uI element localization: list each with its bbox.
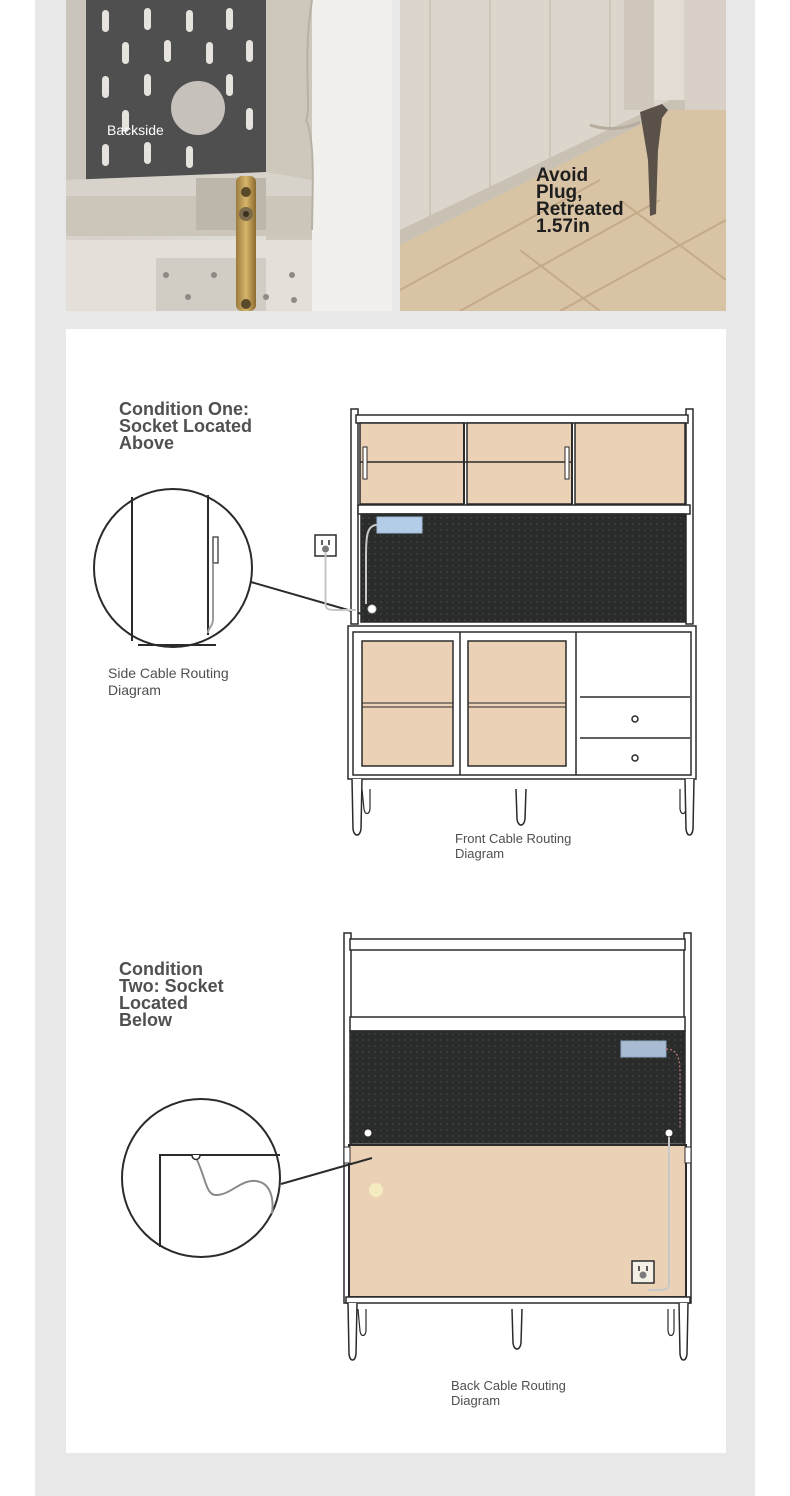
condition-two-title-line-3: Located bbox=[119, 993, 189, 1013]
back-routing-caption-line-1: Back Cable Routing bbox=[451, 1378, 566, 1393]
condition-one-title bbox=[119, 401, 269, 452]
side-routing-caption-line-2: Diagram bbox=[108, 682, 161, 698]
back-cabinet-drawing bbox=[344, 933, 691, 1360]
avoid-plug-line-2: Plug, bbox=[536, 182, 583, 203]
front-routing-caption-line-2: Diagram bbox=[455, 846, 505, 861]
side-routing-caption bbox=[108, 665, 278, 699]
cable-routing-panel bbox=[66, 329, 726, 1453]
condition-one-title-line-1: Condition One: bbox=[119, 399, 249, 419]
condition-two-title-line-4: Below bbox=[119, 1010, 173, 1030]
front-routing-caption-line-1: Front Cable Routing bbox=[455, 831, 572, 846]
condition-two-title bbox=[119, 961, 249, 1029]
avoid-plug-label bbox=[536, 167, 624, 235]
back-routing-caption-line-2: Diagram bbox=[451, 1393, 501, 1408]
back-routing-caption bbox=[451, 1378, 621, 1408]
condition-two-title-line-1: Condition bbox=[119, 959, 203, 979]
side-routing-caption-line-1: Side Cable Routing bbox=[108, 665, 229, 681]
condition-one-title-line-3: Above bbox=[119, 433, 175, 453]
back-routing-detail-circle bbox=[122, 1099, 372, 1257]
avoid-plug-line-4: 1.57in bbox=[536, 216, 590, 237]
avoid-plug-line-1: Avoid bbox=[536, 165, 589, 186]
socket-above-icon bbox=[315, 535, 356, 610]
avoid-plug-line-3: Retreated bbox=[536, 199, 624, 220]
front-routing-caption bbox=[455, 831, 625, 861]
side-routing-detail-circle bbox=[94, 489, 362, 647]
condition-two-title-line-2: Two: Socket bbox=[119, 976, 224, 996]
backside-label: Backside bbox=[107, 122, 164, 138]
condition-one-title-line-2: Socket Located bbox=[119, 416, 253, 436]
avoid-plug-photo bbox=[400, 0, 726, 311]
front-cabinet-drawing bbox=[348, 409, 696, 835]
backside-photo bbox=[66, 0, 392, 311]
